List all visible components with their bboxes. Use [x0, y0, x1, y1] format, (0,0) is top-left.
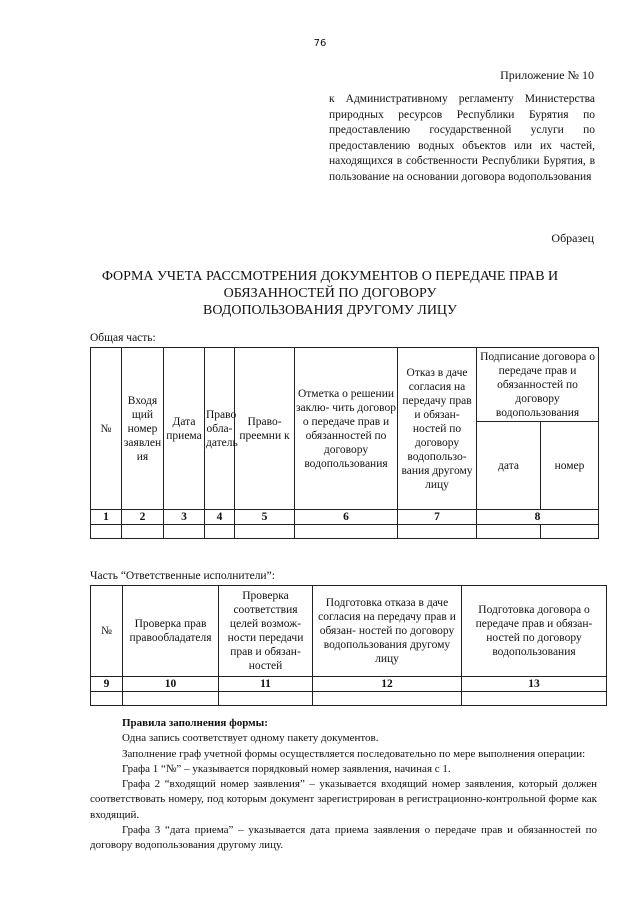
form-title — [80, 268, 580, 319]
column-number: 9 — [91, 677, 123, 692]
header-cell: № — [91, 586, 123, 677]
regulation-reference: к Административному регламенту Министерства природных ресурсов Республики Бурятия по предоставлению государственной услуги по предоставлению водных объектов или их частей, находящихся в собственности Республики Бурятия, в пользование на основании договора водопользования — [329, 93, 595, 183]
header-cell: Подписание договора о передаче прав и обязанностей по договору водопользования — [477, 348, 599, 422]
empty-cell — [462, 692, 607, 706]
form-title-line: ОБЯЗАННОСТЕЙ ПО ДОГОВОРУ — [223, 286, 437, 301]
column-number: 12 — [313, 677, 462, 692]
header-cell: Право- преемни к — [235, 348, 295, 510]
rule-item: Заполнение граф учетной формы осуществляется последовательно по мере выполнения операции: — [122, 747, 586, 760]
filling-rules — [90, 716, 597, 854]
table1-caption: Общая часть: — [90, 332, 156, 344]
column-number: 13 — [462, 677, 607, 692]
rule-item: Графа 2 “входящий номер заявления” – указывается входящий номер заявления, который должен соответствовать номеру, под которым документ зарегистрирован в регистрационно-контрольной форме как входящий. — [90, 778, 597, 821]
empty-cell — [164, 525, 205, 539]
header-cell: Подготовка отказа в даче согласия на передачу прав и обязан- ностей по договору водопользования другому лицу — [313, 586, 462, 677]
empty-cell — [219, 692, 313, 706]
column-number: 6 — [295, 510, 398, 525]
empty-cell — [91, 525, 122, 539]
empty-cell — [123, 692, 219, 706]
column-number: 2 — [122, 510, 164, 525]
column-number: 7 — [398, 510, 477, 525]
rule-item: Графа 1 “№” – указывается порядковый номер заявления, начиная с 1. — [122, 762, 451, 775]
header-cell: Право обла- датель — [205, 348, 235, 510]
empty-cell — [122, 525, 164, 539]
form-title-line: ВОДОПОЛЬЗОВАНИЯ ДРУГОМУ ЛИЦУ — [203, 303, 457, 318]
header-cell: Дата приема — [164, 348, 205, 510]
header-cell: № — [91, 348, 122, 510]
empty-cell — [205, 525, 235, 539]
rules-title: Правила заполнения формы: — [122, 717, 268, 729]
header-cell: Отказ в даче согласия на передачу прав и обязан- ностей по договору водопользо- вания другому лицу — [398, 348, 477, 510]
column-number: 10 — [123, 677, 219, 692]
rule-item: Графа 3 “дата приема” – указывается дата приема заявления о передаче прав и обязанностей по договору водопользования другому лицу. — [90, 824, 597, 852]
appendix-label: Приложение № 10 — [500, 68, 594, 82]
page-number: 76 — [313, 38, 327, 49]
sample-label: Образец — [551, 231, 594, 245]
subheader-cell: дата — [477, 422, 541, 510]
table2-caption: Часть “Ответственные исполнители”: — [90, 570, 275, 582]
column-number: 11 — [219, 677, 313, 692]
empty-cell — [313, 692, 462, 706]
header-cell: Проверка соответствия целей возмож- ности передачи прав и обязан- ностей — [219, 586, 313, 677]
empty-cell — [235, 525, 295, 539]
column-number: 1 — [91, 510, 122, 525]
header-cell: Подготовка договора о передаче прав и обязан- ностей по договору водопользования — [462, 586, 607, 677]
responsible-executors-table — [90, 585, 607, 706]
subheader-cell: номер — [541, 422, 599, 510]
empty-cell — [398, 525, 477, 539]
empty-cell — [541, 525, 599, 539]
header-cell: Отметка о решении заклю- чить договор о передаче прав и обязанностей по договору водопользования — [295, 348, 398, 510]
column-number: 4 — [205, 510, 235, 525]
rule-item: Одна запись соответствует одному пакету документов. — [122, 732, 379, 745]
header-cell: Проверка прав правообладателя — [123, 586, 219, 677]
general-part-table — [90, 347, 599, 539]
column-number: 5 — [235, 510, 295, 525]
empty-cell — [477, 525, 541, 539]
empty-cell — [91, 692, 123, 706]
column-number: 3 — [164, 510, 205, 525]
column-number: 8 — [477, 510, 599, 525]
empty-cell — [295, 525, 398, 539]
header-cell: Входя щий номер заявлен ия — [122, 348, 164, 510]
form-title-line: ФОРМА УЧЕТА РАССМОТРЕНИЯ ДОКУМЕНТОВ О ПЕРЕДАЧЕ ПРАВ И — [101, 269, 559, 284]
